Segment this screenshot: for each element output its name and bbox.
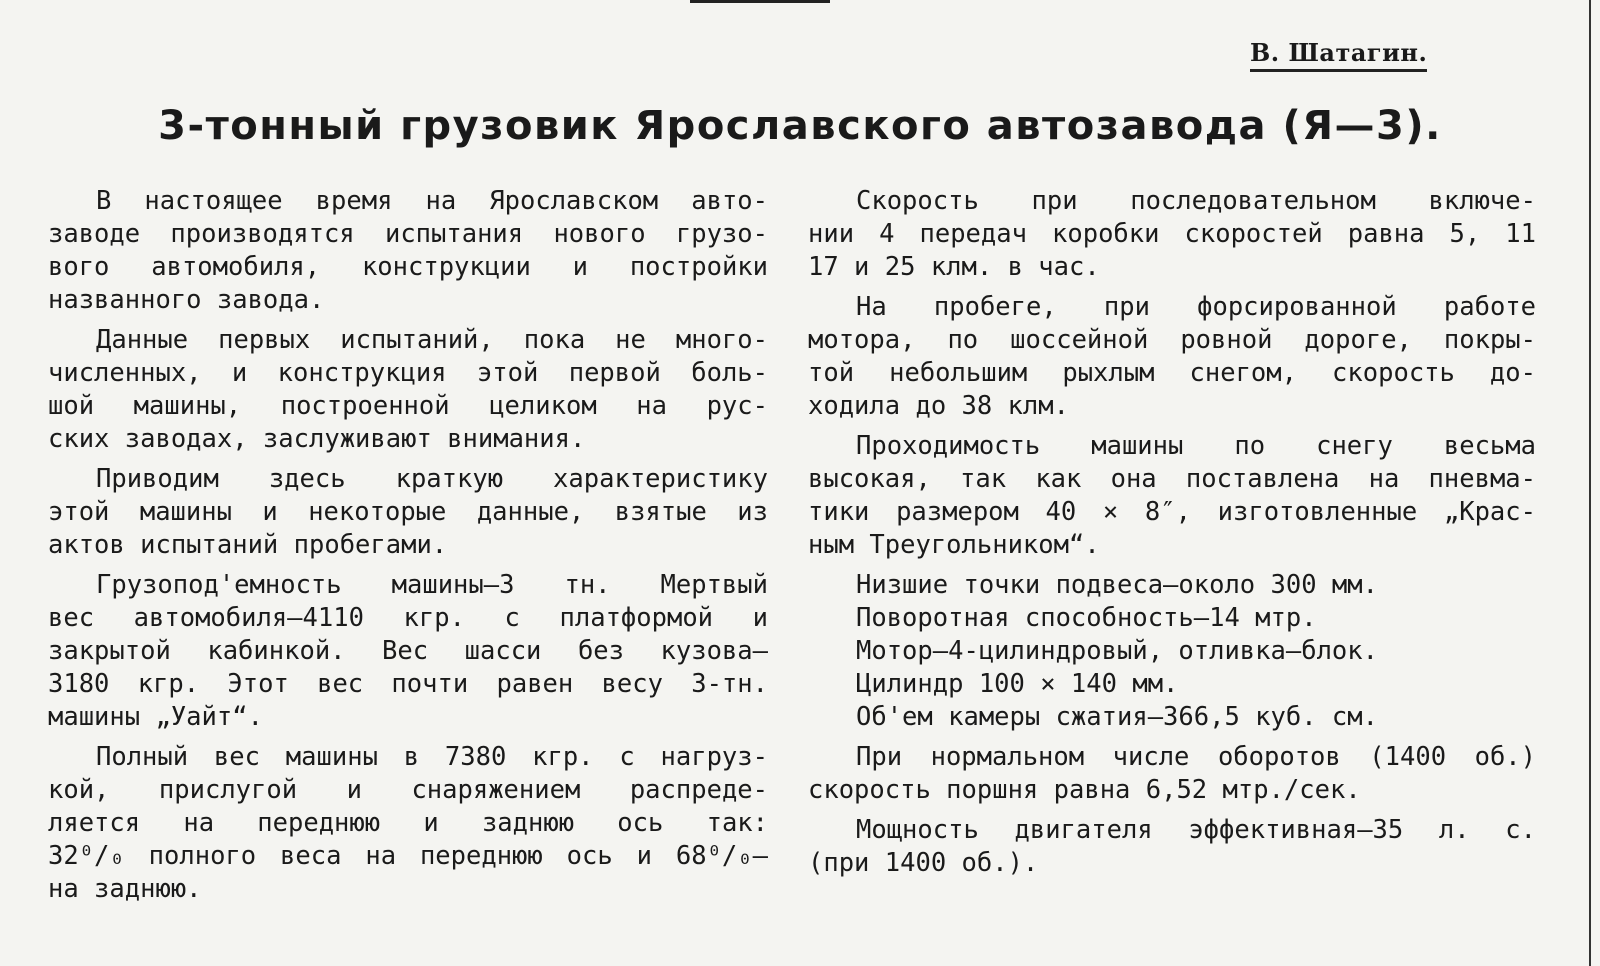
- spec-item: Об'ем камеры сжатия—366,5 куб. см.: [856, 702, 1378, 732]
- text-line: 32⁰/₀ полного веса на переднюю ось и 68⁰/₀—: [48, 841, 768, 871]
- paragraph: [808, 291, 1536, 423]
- spec-item: Поворотная способность—14 мтр.: [856, 603, 1317, 633]
- paragraph: [48, 185, 768, 317]
- spec-list: [808, 569, 1536, 734]
- text-line: актов испытаний пробегами.: [48, 530, 448, 560]
- text-line: машины „Уайт“.: [48, 702, 263, 732]
- text-line: (при 1400 об.).: [808, 848, 1039, 878]
- right-column: [808, 185, 1536, 887]
- text-line: Мощность двигателя эффективная—35 л. с.: [856, 815, 1536, 845]
- text-line: вого автомобиля, конструкции и постройки: [48, 252, 768, 282]
- text-line: этой машины и некоторые данные, взятые из: [48, 497, 768, 527]
- text-line: Данные первых испытаний, пока не много-: [96, 325, 768, 355]
- text-line: той небольшим рыхлым снегом, скорость до-: [808, 358, 1536, 388]
- paragraph: [808, 185, 1536, 284]
- text-line: Полный вес машины в 7380 кгр. с нагруз-: [96, 742, 768, 772]
- paragraph: [48, 324, 768, 456]
- text-line: высокая, так как она поставлена на пневма-: [808, 464, 1536, 494]
- spec-item: Низшие точки подвеса—около 300 мм.: [856, 570, 1378, 600]
- text-line: мотора, по шоссейной ровной дороге, покры-: [808, 325, 1536, 355]
- text-line: названного завода.: [48, 285, 325, 315]
- text-line: скорость поршня равна 6,52 мтр./сек.: [808, 775, 1361, 805]
- paragraph: [48, 569, 768, 734]
- paragraph: [808, 814, 1536, 880]
- paragraph: [48, 741, 768, 906]
- paragraph: [48, 463, 768, 562]
- text-line: Скорость при последовательном включе-: [856, 186, 1536, 216]
- text-line: Грузопод'емность машины—3 тн. Мертвый: [96, 570, 768, 600]
- text-line: тики размером 40 ⨯ 8″, изготовленные „Крас-: [808, 497, 1536, 527]
- text-line: На пробеге, при форсированной работе: [856, 292, 1536, 322]
- text-line: Проходимость машины по снегу весьма: [856, 431, 1536, 461]
- author-name: В. Шатагин.: [1250, 40, 1427, 72]
- paragraph: [808, 741, 1536, 807]
- text-line: ских заводах, заслуживают внимания.: [48, 424, 586, 454]
- text-line: заводе производятся испытания нового грузо-: [48, 219, 768, 249]
- text-line: ным Треугольником“.: [808, 530, 1100, 560]
- text-line: 3180 кгр. Этот вес почти равен весу 3-тн.: [48, 669, 768, 699]
- text-line: При нормальном числе оборотов (1400 об.): [856, 742, 1536, 772]
- text-line: ляется на переднюю и заднюю ось так:: [48, 808, 768, 838]
- text-line: численных, и конструкция этой первой боль-: [48, 358, 768, 388]
- article-title: 3-тонный грузовик Ярославского автозавода (Я—3).: [158, 103, 1442, 149]
- top-rule: [690, 0, 830, 3]
- text-line: ходила до 38 клм.: [808, 391, 1069, 421]
- text-line: нии 4 передач коробки скоростей равна 5, 11: [808, 219, 1536, 249]
- text-line: вес автомобиля—4110 кгр. с платформой и: [48, 603, 768, 633]
- text-line: закрытой кабинкой. Вес шасси без кузова—: [48, 636, 768, 666]
- spec-item: Мотор—4-цилиндровый, отливка—блок.: [856, 636, 1378, 666]
- page-edge-rule: [1589, 0, 1591, 966]
- paragraph: [808, 430, 1536, 562]
- spec-item: Цилиндр 100 ⨯ 140 мм.: [856, 669, 1179, 699]
- text-line: 17 и 25 клм. в час.: [808, 252, 1100, 282]
- text-line: Приводим здесь краткую характеристику: [96, 464, 768, 494]
- text-line: В настоящее время на Ярославском авто-: [96, 186, 768, 216]
- text-line: кой, прислугой и снаряжением распреде-: [48, 775, 768, 805]
- left-column: [48, 185, 768, 913]
- text-line: на заднюю.: [48, 874, 202, 904]
- text-line: шой машины, построенной целиком на рус-: [48, 391, 768, 421]
